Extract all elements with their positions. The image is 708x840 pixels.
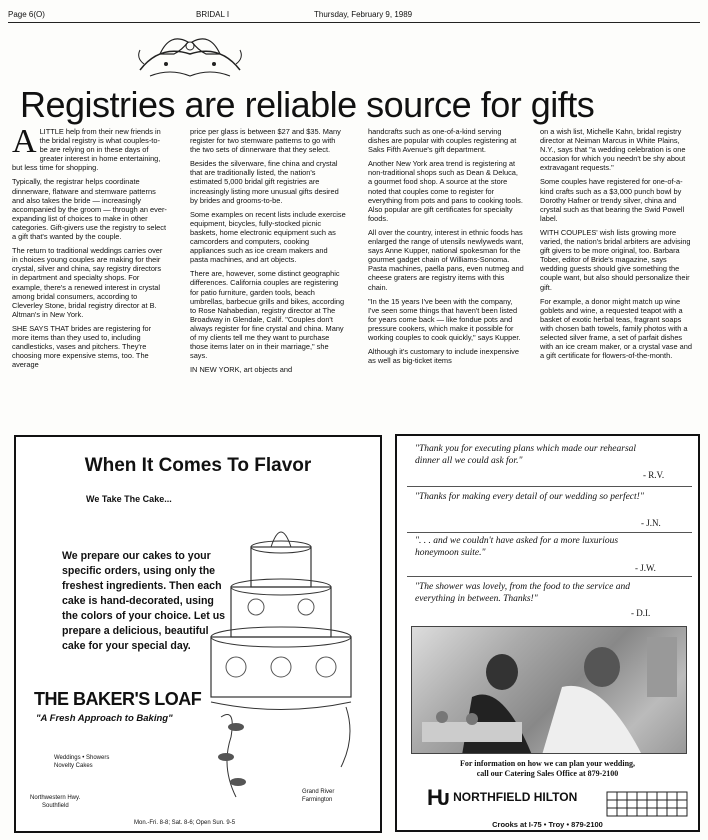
bakers-loaf-tagline: "A Fresh Approach to Baking" (36, 713, 173, 724)
article-paragraph: ALITTLE help from their new friends in the bridal registry is what couples-to-be are relying on in these days of greater interest in home entertaining, but less time for shopping. (12, 123, 161, 173)
store-hours: Mon.-Fri. 8-8; Sat. 8-6; Open Sun. 9-5 (134, 820, 236, 826)
article-paragraph: IN NEW YORK, art objects and (190, 365, 293, 375)
article-paragraph: WITH COUPLES' wish lists growing more varied, the nation's bridal arbiters are advising gift givers to be more original, too. Barbara Tober, editor of Bride's magazine, says wedding guests should give something the couple want, but also should personalize their gift. (540, 227, 691, 292)
location-southfield: Northwestern Hwy. Southfield (30, 795, 81, 809)
testimonial-signature: - R.V. (643, 470, 665, 480)
header-rule (8, 22, 700, 23)
drop-cap: A (12, 123, 37, 160)
testimonial-signature: - D.I. (631, 608, 651, 618)
article-paragraph: Besides the silverware, fine china and crystal that are traditionally listed, the nation's estimated 5,000 bridal gift registries are increasingly listing more unusual gifts desired by brides and grooms-to-be. (190, 159, 339, 205)
hotel-address: Crooks at I-75 • Troy • 879-2100 (492, 820, 603, 829)
article-paragraph: The return to traditional weddings carries over in choices young couples are making for their crystal, silver and china, say registry directors in department and specialty shops. For example, there's a renewed interest in crystal among bridal consumers, according to Cleverley Stone, bridal registry director at B. Altman's in New York. (12, 246, 163, 319)
article-column-3 (368, 127, 524, 370)
article-paragraph: Typically, the registrar helps coordinate dinnerware, flatware and stemware patterns and also takes the bride — increasingly accompanied by the groom — through an ever-expanding list of choices to make in other categories. Gift-givers use the registry to select a gift that's wanted by the couple. (12, 177, 167, 242)
article-column-2 (190, 127, 346, 379)
hilton-h-icon: Ƕ (427, 785, 450, 810)
catering-info: For information on how we can plan your wedding, call our Catering Sales Office at 879-2100 (459, 759, 636, 778)
testimonial-signature: - J.W. (635, 563, 656, 573)
article-paragraph: For example, a donor might match up wine goblets and wine, a requested teapot with a basket of exotic herbal teas, fragrant soaps with chosen bath towels, family photos with a selected silver frame, a set of parfait dishes with an ice cream maker, or a crystal vase and a gift certificate for flowers-of-the-month. (540, 296, 692, 361)
article-paragraph: Another New York area trend is registering at non-traditional shops such as Dean & Deluca, a gourmet food shop. A source at the store noted that couples come to register for everything from pots and pans to cooking tools. Also popular are gift certificates for specialty foods. (368, 159, 523, 223)
location-farmington: Grand River Farmington (302, 789, 335, 803)
article-paragraph: on a wish list, Michelle Kahn, bridal registry director at Neiman Marcus in White Plains, N.Y., says that "a wedding celebration is one occasion for which you needn't be shy about extravagant requests." (540, 127, 686, 173)
page-number: Page 6(O) (8, 10, 45, 19)
article-paragraph: "In the 15 years I've been with the company, I've seen some things that haven't been listed for years come back — like fondue pots and pressure cookers, which make it possible for working couples to cook quickly," says Kupper. (368, 296, 521, 342)
issue-date: Thursday, February 9, 1989 (314, 10, 413, 19)
hotel-building-icon (602, 786, 692, 818)
wedding-reception-photo (411, 626, 687, 754)
doves-illustration (130, 24, 250, 86)
article-paragraph: There are, however, some distinct geographic differences. California couples are registering for patio furniture, garden tools, beach umbrellas, barbecue grills and bikes, according to Rose Nahabedian, registry director at The Broadway in Glendale, Calif. "Couples don't always register for fine crystal and china. Many of my clients tell me they want to purchase those items later on in their marriage," she says. (190, 269, 345, 361)
ad-title: When It Comes To Flavor (84, 455, 312, 476)
testimonial-quote: ". . . and we couldn't have asked for a more luxurious honeymoon suite." (415, 536, 619, 558)
divider (407, 576, 692, 577)
services-text: Weddings • Showers Novelty Cakes (54, 755, 110, 769)
ad-body: We prepare our cakes to your specific orders, using only the freshest ingredients. Then each cake is hand-decorated, using the colors of your choice. Let us prepare a delicious, beautiful cake for your special day. (62, 550, 226, 652)
article-paragraph: price per glass is between $27 and $35. Many register for two stemware patterns to go with the two sets of dinnerware that they select. (190, 127, 341, 155)
northfield-hilton-ad (395, 434, 700, 832)
bakers-loaf-logo: THE BAKER'S LOAF (34, 689, 202, 709)
ad-subtitle: We Take The Cake... (86, 494, 172, 504)
article-paragraph: Some couples have registered for one-of-a-kind crafts such as a $3,000 punch bowl by Dorothy Hafner or trendy silver, china and crystal such as that bearing the Swid Powell label. (540, 177, 685, 223)
testimonial-quote: "The shower was lovely, from the food to the service and everything in between. Thanks!" (415, 582, 630, 604)
bakers-loaf-ad (14, 435, 382, 833)
article-paragraph: All over the country, interest in ethnic foods has enlarged the range of utensils newlyweds want, says Anne Kupper, national spokesman for the gourmet gadget chain of Williams-Sonoma. Pasta machines, paella pans, even nutmeg and cheese graters are registry items with this chain. (368, 227, 524, 292)
article-column-4 (540, 127, 696, 365)
testimonial-quote: "Thank you for executing plans which made our rehearsal dinner all we could ask for." (415, 444, 637, 466)
divider (407, 532, 692, 533)
section-name: BRIDAL I (196, 10, 230, 19)
wedding-cake-illustration (196, 507, 371, 807)
article-paragraph: handcrafts such as one-of-a-kind serving dishes are popular with couples registering at Saks Fifth Avenue's gift department. (368, 127, 517, 155)
hilton-logo: Ƕ NORTHFIELD HILTON (427, 785, 578, 810)
testimonial-signature: - J.N. (641, 518, 661, 528)
wedding-photo-illustration (412, 627, 687, 754)
testimonial-quote: "Thanks for making every detail of our wedding so perfect!" (415, 492, 644, 502)
article-headline: Registries are reliable source for gifts (20, 84, 595, 125)
divider (407, 486, 692, 487)
article-paragraph: SHE SAYS THAT brides are registering for more items than they used to, including candlesticks, vases and pitchers. They're choosing more expensive stems, too. The average (12, 323, 152, 370)
article-paragraph: Although it's customary to include inexpensive as well as big-ticket items (368, 347, 519, 366)
article-column-1 (12, 123, 168, 374)
article-paragraph: Some examples on recent lists include exercise equipment, bicycles, fully-stocked picnic baskets, home electronic equipment such as camcorders and computers, cooking appliances such as ice cream makers and pasta machines, and art objects. (190, 209, 346, 265)
